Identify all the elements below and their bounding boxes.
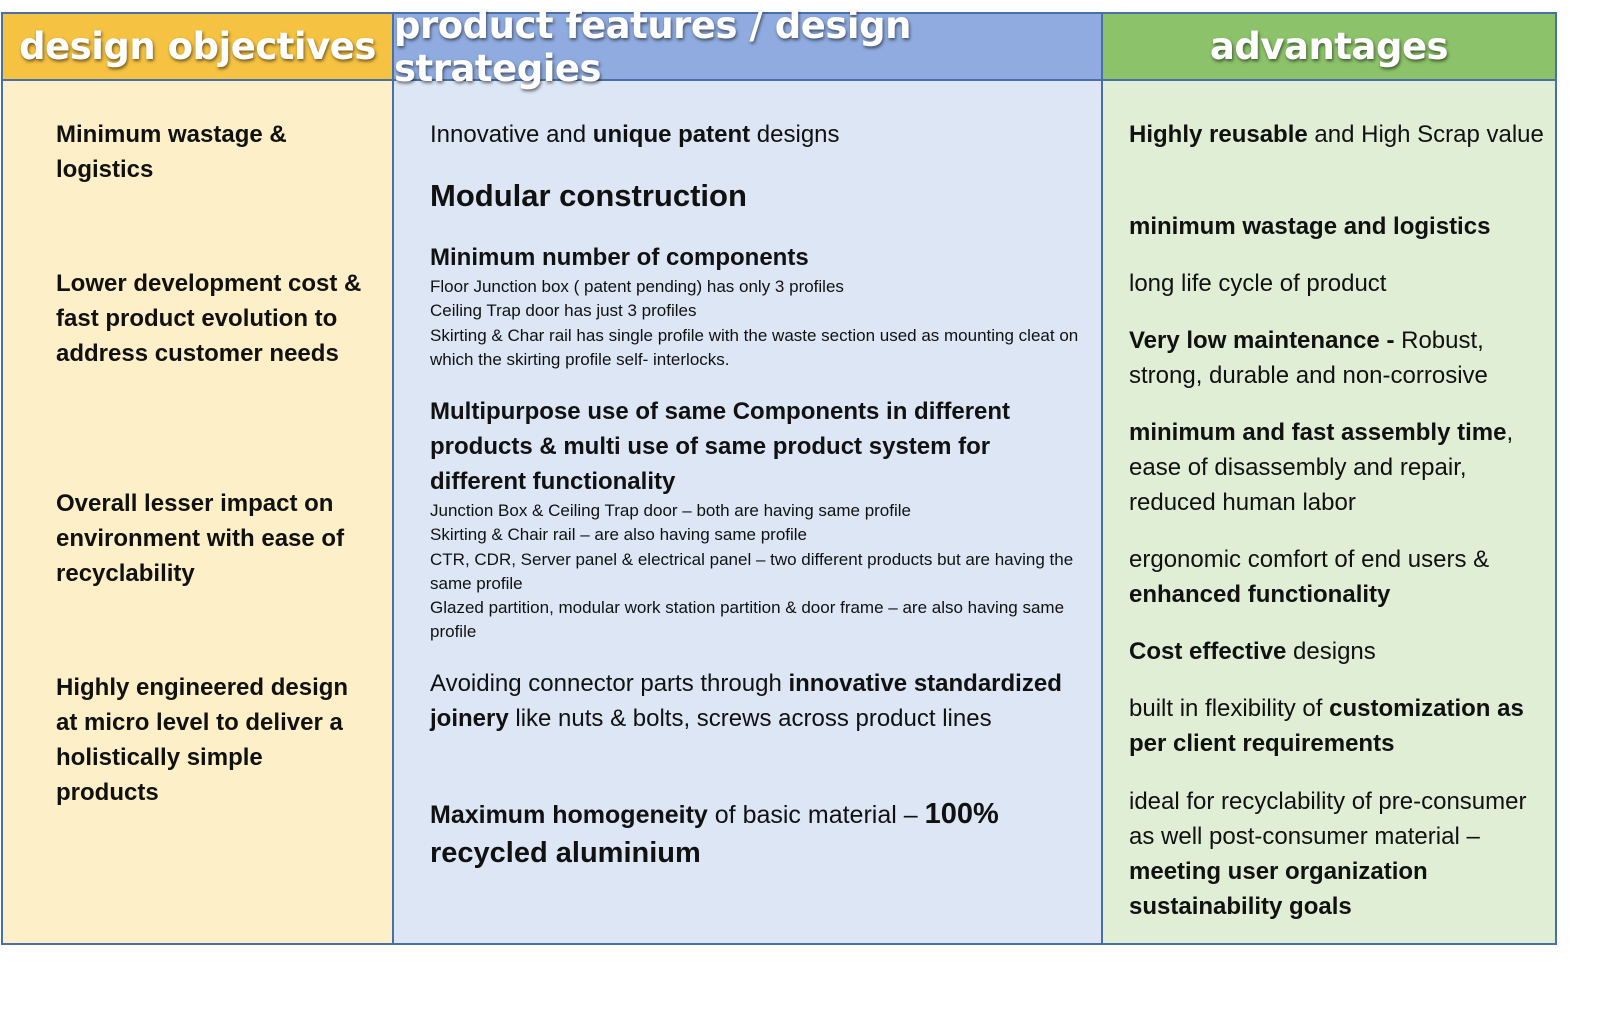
advantage-item (1129, 634, 1559, 669)
advantage-item (1129, 542, 1559, 612)
multipurpose-line: Glazed partition, modular work station partition & door frame – are also having same profile (430, 598, 1065, 642)
min-components-line: Skirting & Char rail has single profile with the waste section used as mounting cleat on which the skirting profile self- interlocks. (430, 325, 1079, 369)
multipurpose-line: CTR, CDR, Server panel & electrical panel – two different products but are having the same profile (430, 549, 1074, 593)
advantages-column (1101, 14, 1555, 943)
comparison-table (1, 3, 1557, 945)
bold-text: Highly reusable (1129, 121, 1308, 148)
advantage-item (1129, 691, 1559, 761)
text: built in flexibility of (1129, 695, 1330, 722)
text: , ease of disassembly and repair, reduced human labor (1129, 419, 1514, 516)
bold-text: 100% recycled aluminium (430, 798, 999, 869)
advantage-item: long life cycle of product (1129, 270, 1387, 297)
features-column (392, 3, 1101, 943)
bold-text: Very low maintenance - (1129, 327, 1395, 354)
feature-min-components (430, 240, 1080, 372)
advantage-item (1129, 323, 1559, 393)
text: and High Scrap value (1307, 121, 1544, 148)
bold-text: enhanced functionality (1129, 581, 1391, 608)
bold-text: minimum and fast assembly time (1129, 419, 1507, 446)
design-objectives-column (3, 14, 392, 943)
multipurpose-line: Skirting & Chair rail – are also having same profile (430, 525, 808, 545)
objective-item: Highly engineered design at micro level to deliver a holistically simple products (56, 674, 349, 806)
advantage-item: minimum wastage and logistics (1129, 213, 1491, 240)
min-components-title: Minimum number of components (430, 244, 809, 271)
text: ergonomic comfort of end users & (1129, 546, 1490, 573)
bold-text: innovative standardized joinery (430, 670, 1062, 732)
features-header: product features / design strategies (394, 14, 1101, 81)
bold-text: Cost effective (1129, 638, 1287, 665)
bold-text: meeting user organization sustainability goals (1129, 858, 1428, 920)
text: designs (750, 121, 840, 148)
bold-text: customization as per client requirements (1129, 695, 1524, 757)
text: ideal for recyclability of pre-consumer as well post-consumer material – (1129, 788, 1527, 850)
advantages-header: advantages (1103, 14, 1555, 81)
feature-multipurpose (430, 394, 1080, 645)
text: Avoiding connector parts through (430, 670, 789, 697)
feature-homogeneity (430, 795, 1080, 873)
bold-text: Maximum homogeneity (430, 801, 708, 829)
design-objectives-header: design objectives (3, 14, 392, 81)
feature-modular: Modular construction (430, 178, 747, 213)
objective-item: Minimum wastage & logistics (56, 121, 287, 183)
text: Robust, strong, durable and non-corrosive (1129, 327, 1488, 389)
text: designs (1286, 638, 1376, 665)
advantage-item (1129, 784, 1534, 924)
advantage-item (1129, 415, 1544, 520)
multipurpose-line: Junction Box & Ceiling Trap door – both are having same profile (430, 501, 911, 520)
objective-item: Overall lesser impact on environment with ease of recyclability (56, 490, 345, 587)
advantage-item (1129, 117, 1559, 152)
multipurpose-title: Multipurpose use of same Components in different products & multi use of same product system for different functionality (430, 398, 1011, 495)
min-components-line: Ceiling Trap door has just 3 profiles (430, 301, 697, 321)
bold-text: unique patent (592, 121, 751, 148)
text: of basic material – (707, 801, 925, 829)
objective-item: Lower development cost & fast product evolution to address customer needs (56, 270, 362, 367)
feature-innovative (430, 117, 1080, 152)
text: Innovative and (430, 121, 593, 148)
text: like nuts & bolts, screws across product lines (508, 705, 992, 732)
min-components-line: Floor Junction box ( patent pending) has only 3 profiles (430, 277, 844, 296)
feature-avoiding-connectors (430, 666, 1080, 736)
